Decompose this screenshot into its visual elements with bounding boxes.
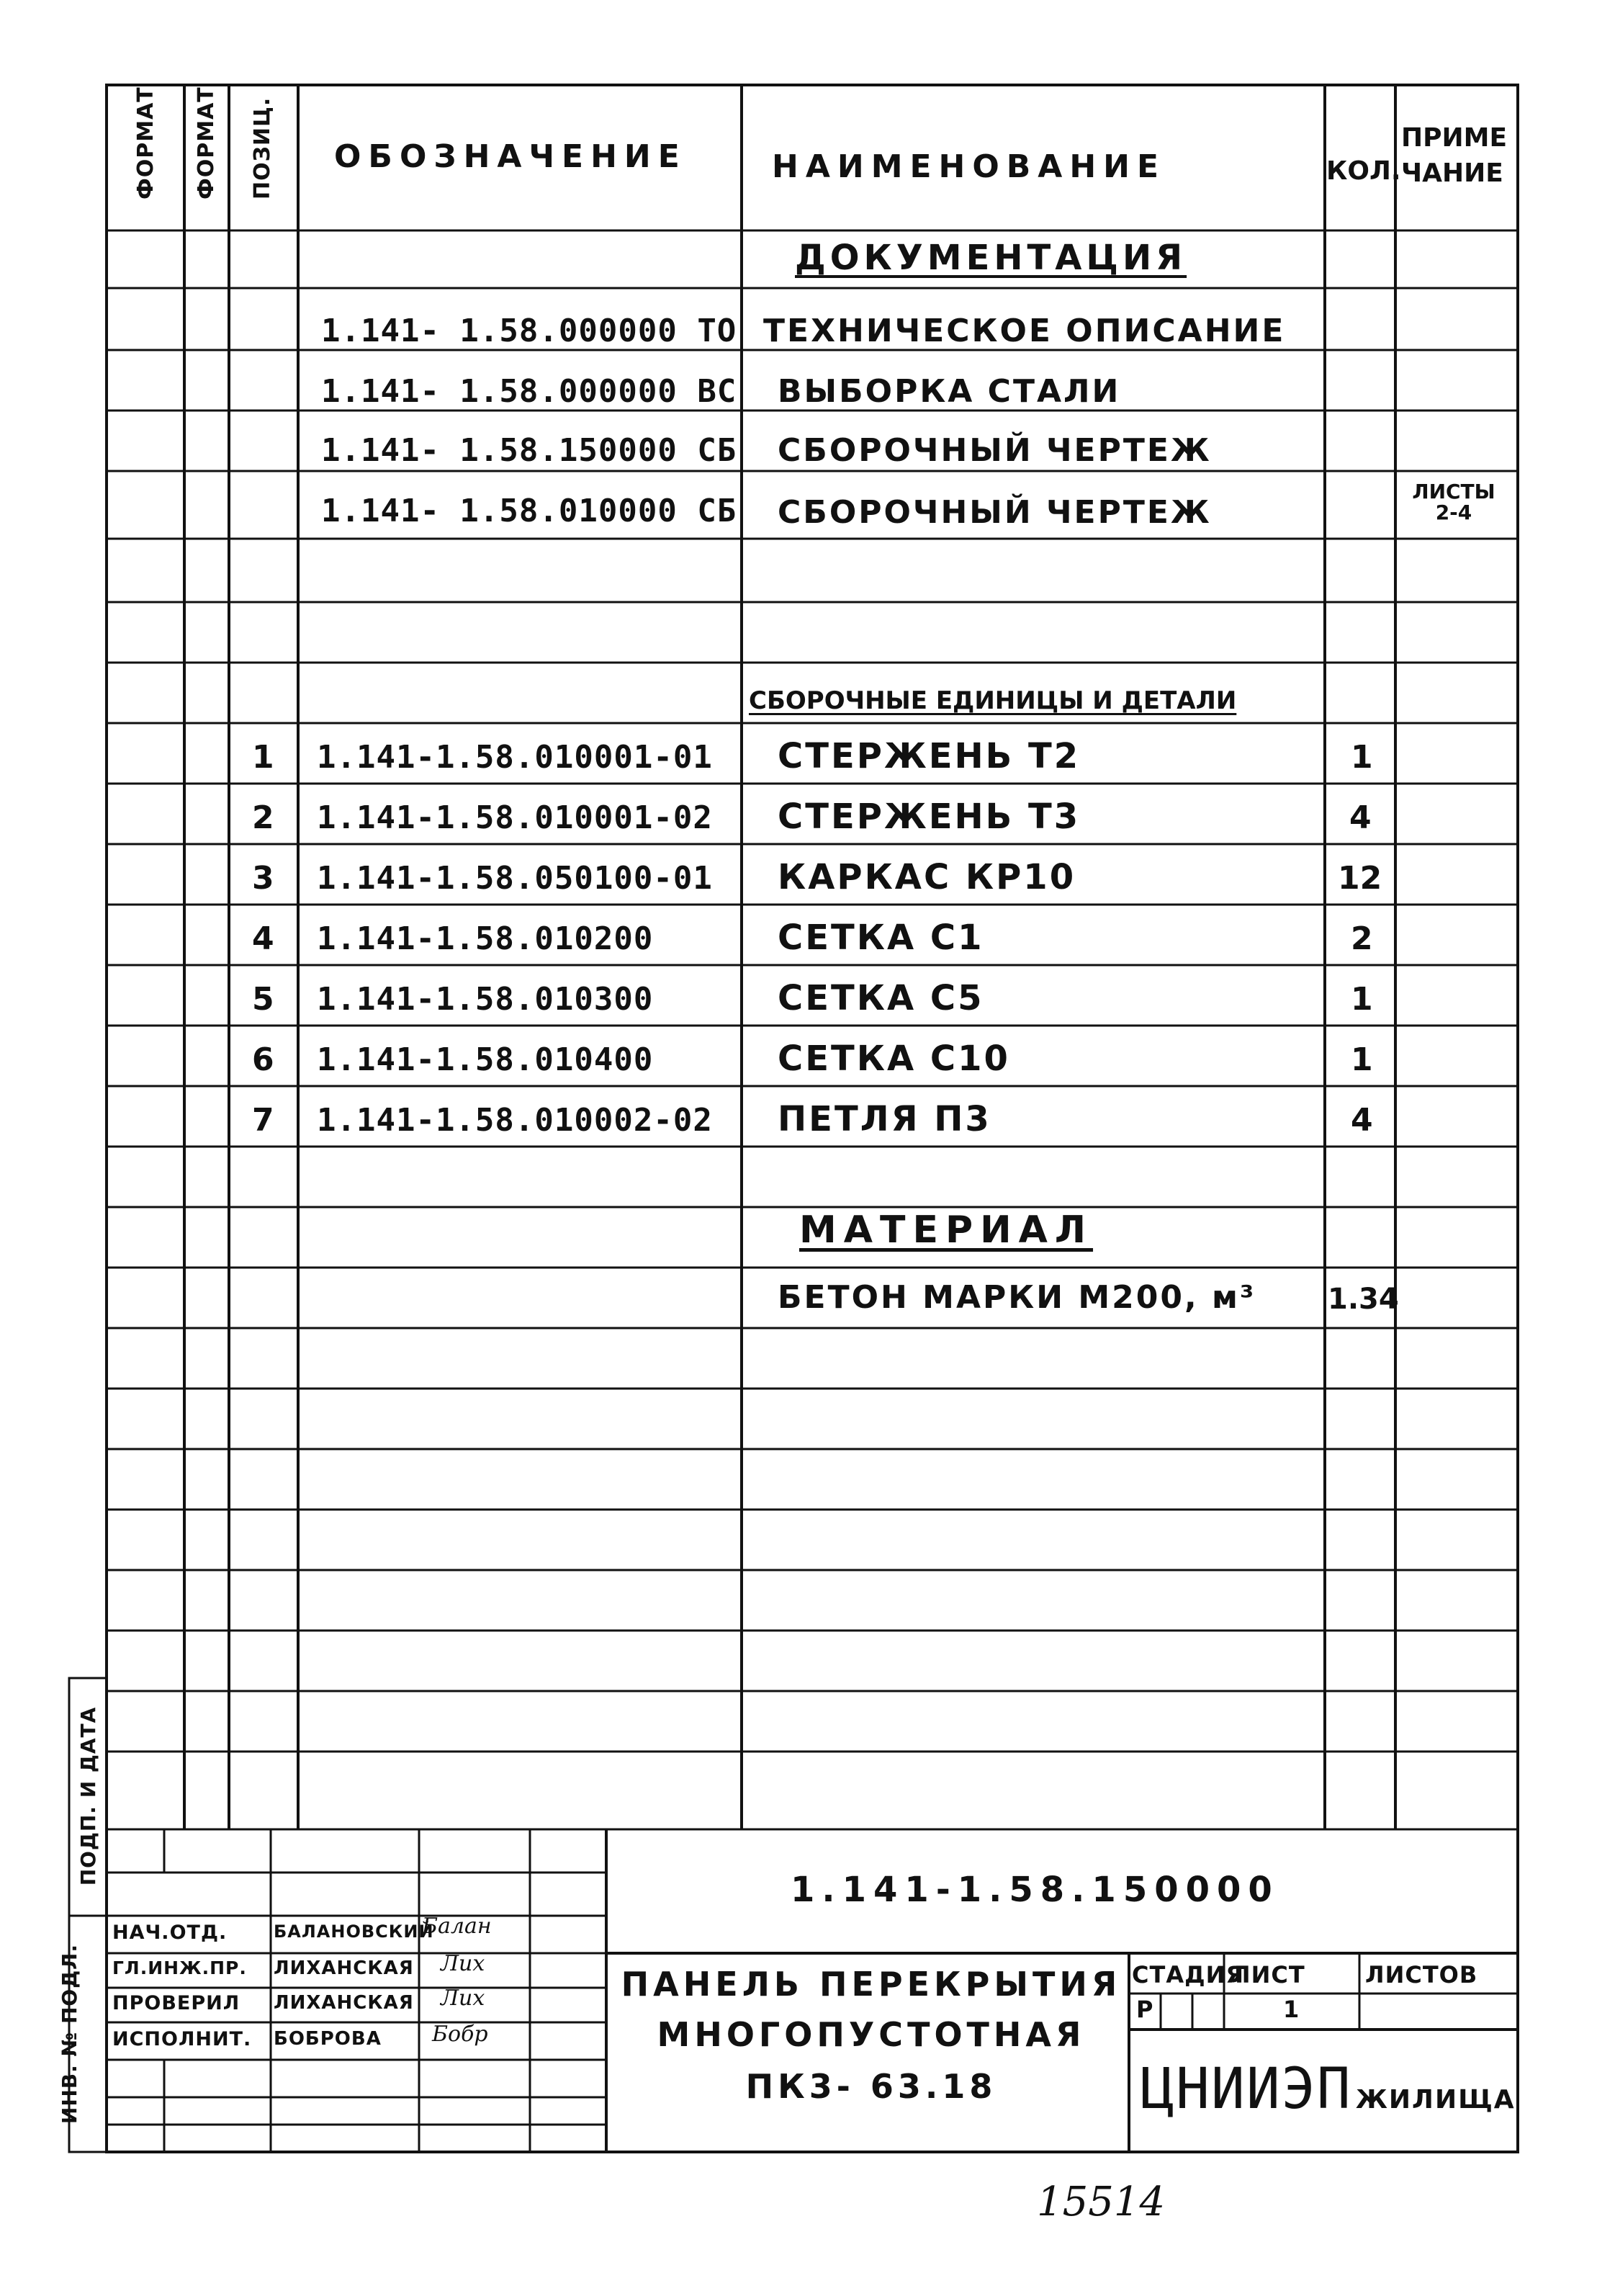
item-designation-3: 1.141-1.58.050100-01 [317, 860, 713, 897]
item-qty-5: 1 [1351, 981, 1373, 1018]
role-2: ГЛ.ИНЖ.ПР. [112, 1958, 247, 1978]
header-format-1: ФОРМАТ [133, 86, 158, 199]
person-3: ЛИХАНСКАЯ [274, 1992, 414, 2014]
title-line-3: ПК3- 63.18 [745, 2067, 997, 2106]
item-pos-6: 6 [252, 1041, 274, 1078]
role-1: НАЧ.ОТД. [112, 1921, 228, 1944]
doc-designation-2: 1.141- 1.58.000000 ВС [321, 373, 737, 410]
item-designation-4: 1.141-1.58.010200 [317, 920, 654, 957]
title-line-2: МНОГОПУСТОТНАЯ [657, 2015, 1086, 2054]
item-name-6: СЕТКА С10 [778, 1039, 1010, 1079]
sheet-label: ЛИСТ [1231, 1961, 1305, 1988]
signature-3: Лих [441, 1986, 485, 2011]
org-main: ЦНИИЭП [1141, 2057, 1352, 2122]
item-name-7: ПЕТЛЯ П3 [778, 1099, 991, 1139]
material-qty: 1.34 [1328, 1283, 1399, 1316]
org-suffix: ЖИЛИЩА [1355, 2085, 1516, 2115]
stage-label: СТАДИЯ [1132, 1961, 1244, 1988]
sheet-value: 1 [1283, 1996, 1300, 2023]
header-designation: ОБОЗНАЧЕНИЕ [334, 138, 687, 175]
doc-name-3: СБОРОЧНЫЙ ЧЕРТЕЖ [778, 432, 1212, 469]
header-note: ПРИМЕ ЧАНИЕ [1401, 123, 1508, 188]
person-2: ЛИХАНСКАЯ [274, 1958, 414, 1979]
stage-value: Р [1136, 1996, 1154, 2023]
item-name-4: СЕТКА С1 [778, 918, 984, 958]
role-4: ИСПОЛНИТ. [112, 2028, 252, 2050]
item-qty-7: 4 [1351, 1102, 1373, 1139]
item-name-2: СТЕРЖЕНЬ Т3 [778, 797, 1081, 837]
role-3: ПРОВЕРИЛ [112, 1992, 240, 2014]
item-pos-5: 5 [252, 981, 274, 1018]
section-documentation: ДОКУМЕНТАЦИЯ [795, 238, 1187, 278]
item-designation-5: 1.141-1.58.010300 [317, 981, 654, 1018]
doc-note-4: ЛИСТЫ 2-4 [1412, 480, 1495, 525]
signature-2: Лих [441, 1951, 485, 1976]
doc-name-1: ТЕХНИЧЕСКОЕ ОПИСАНИЕ [763, 313, 1286, 349]
person-1: БАЛАНОВСКИЙ [274, 1921, 434, 1942]
item-qty-4: 2 [1351, 920, 1373, 957]
item-name-3: КАРКАС КР10 [778, 857, 1076, 897]
item-qty-2: 4 [1349, 799, 1372, 836]
item-pos-2: 2 [252, 799, 274, 836]
signature-4: Бобр [432, 2022, 488, 2047]
doc-designation-1: 1.141- 1.58.000000 ТО [321, 313, 737, 349]
doc-name-2: ВЫБОРКА СТАЛИ [778, 373, 1121, 410]
person-4: БОБРОВА [274, 2028, 382, 2050]
section-material: МАТЕРИАЛ [799, 1208, 1094, 1252]
header-position: ПОЗИЦ. [250, 97, 275, 199]
doc-designation-4: 1.141- 1.58.010000 СБ [321, 493, 737, 529]
item-designation-7: 1.141-1.58.010002-02 [317, 1102, 713, 1139]
stamp-sign-date: ПОДП. И ДАТА [76, 1706, 100, 1886]
item-designation-6: 1.141-1.58.010400 [317, 1041, 654, 1078]
item-pos-1: 1 [252, 739, 274, 776]
item-pos-7: 7 [252, 1102, 274, 1139]
item-name-5: СЕТКА С5 [778, 978, 984, 1018]
item-qty-6: 1 [1351, 1041, 1373, 1078]
doc-designation-3: 1.141- 1.58.150000 СБ [321, 432, 737, 469]
item-name-1: СТЕРЖЕНЬ Т2 [778, 736, 1081, 776]
title-line-1: ПАНЕЛЬ ПЕРЕКРЫТИЯ [621, 1965, 1122, 2004]
header-qty: КОЛ. [1326, 156, 1401, 186]
header-name: НАИМЕНОВАНИЕ [772, 148, 1166, 185]
doc-name-4: СБОРОЧНЫЙ ЧЕРТЕЖ [778, 494, 1212, 531]
org-name [1141, 2057, 1516, 2122]
item-designation-1: 1.141-1.58.010001-01 [317, 739, 713, 776]
item-pos-3: 3 [252, 860, 274, 897]
item-qty-1: 1 [1351, 739, 1373, 776]
footer-number: 15514 [1037, 2179, 1166, 2225]
signature-1: Балан [422, 1914, 492, 1939]
material-name: БЕТОН МАРКИ М200, м³ [778, 1279, 1256, 1316]
stamp-inv-number: ИНВ. № ПОДЛ. [58, 1943, 81, 2125]
item-pos-4: 4 [252, 920, 274, 957]
header-format-2: ФОРМАТ [194, 86, 219, 199]
item-qty-3: 12 [1338, 860, 1382, 897]
item-designation-2: 1.141-1.58.010001-02 [317, 799, 713, 836]
sheets-label: ЛИСТОВ [1365, 1961, 1478, 1988]
section-assemblies: СБОРОЧНЫЕ ЕДИНИЦЫ И ДЕТАЛИ [749, 686, 1237, 715]
doc-number: 1.141-1.58.150000 [791, 1870, 1279, 1910]
